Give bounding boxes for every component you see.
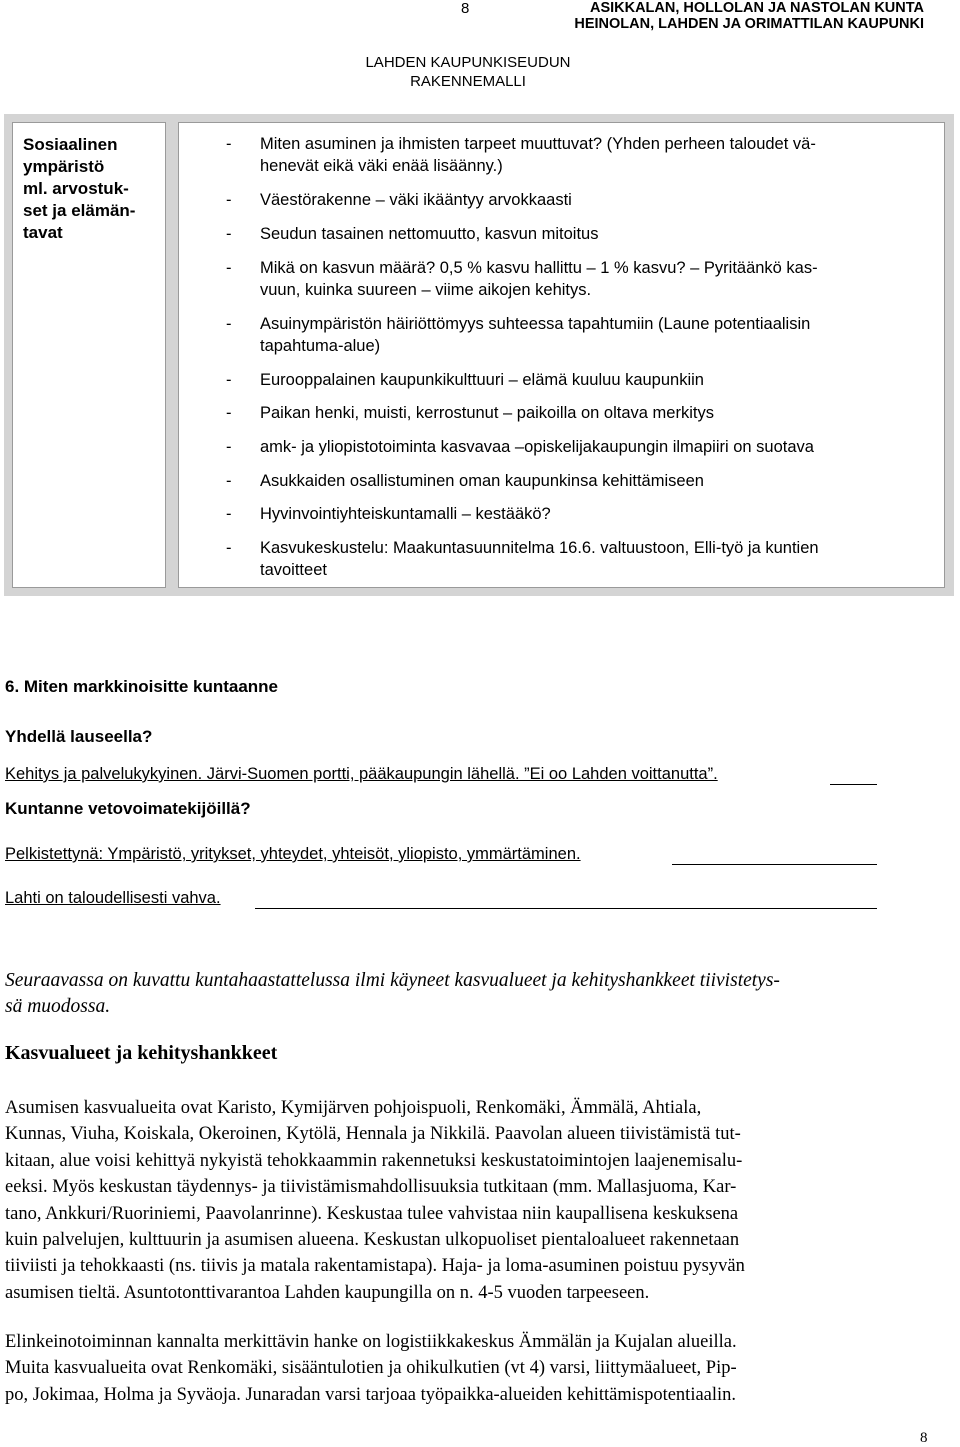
list-item (228, 189, 928, 211)
list-bullet: - (226, 539, 232, 557)
list-item (228, 402, 928, 424)
document-title-line2: RAKENNEMALLI (410, 73, 526, 90)
list-item (228, 223, 928, 245)
list-item-text: amk- ja yliopistotoiminta kasvavaa –opiskelijakaupungin ilmapiiri on suotava (260, 438, 814, 456)
list-bullet: - (226, 505, 232, 523)
topic-heading-line: Sosiaalinen (23, 135, 118, 154)
list-item-text: Miten asuminen ja ihmisten tarpeet muuttuvat? (Yhden perheen taloudet vä- henevät eikä väki enää lisäänny.) (260, 135, 816, 175)
document-title (348, 53, 588, 91)
list-bullet: - (226, 371, 232, 389)
topic-heading-line: ml. arvostuk- (23, 179, 129, 198)
header-municipalities (574, 0, 924, 32)
footer-page-number: 8 (920, 1430, 928, 1446)
answer-attractions: Pelkistettynä: Ympäristö, yritykset, yhteydet, yhteisöt, yliopisto, ymmärtäminen. (5, 845, 581, 863)
list-item-text: Kasvukeskustelu: Maakuntasuunnitelma 16.6. valtuustoon, Elli-työ ja kuntien tavoitteet (260, 539, 819, 579)
list-item (228, 537, 928, 581)
list-item-text: Mikä on kasvun määrä? 0,5 % kasvu hallittu – 1 % kasvu? – Pyritäänkö kas- vuun, kuinka suureen – viime aikojen kehitys. (260, 259, 818, 299)
list-bullet: - (226, 259, 232, 277)
list-bullet: - (226, 191, 232, 209)
list-item (228, 313, 928, 357)
answer-line-fill (672, 864, 877, 865)
list-bullet: - (226, 404, 232, 422)
answer-economy: Lahti on taloudellisesti vahva. (5, 889, 221, 907)
topic-heading-line: tavat (23, 223, 63, 242)
list-item-text: Asuinympäristön häiriöttömyys suhteessa tapahtumiin (Laune potentiaalisin tapahtuma-alue) (260, 315, 811, 355)
list-item (228, 436, 928, 458)
list-item-text: Väestörakenne – väki ikääntyy arvokkaasti (260, 191, 572, 209)
list-item-text: Paikan henki, muisti, kerrostunut – paikoilla on oltava merkitys (260, 404, 714, 422)
list-item (228, 503, 928, 525)
topic-heading-line: ympäristö (23, 157, 105, 176)
question-one-sentence: Yhdellä lauseella? (5, 727, 153, 746)
question-attractions: Kuntanne vetovoimatekijöillä? (5, 799, 251, 818)
paragraph-business: Elinkeinotoiminnan kannalta merkittävin hanke on logistiikkakeskus Ämmälän ja Kujalan alueilla. Muita kasvualueita ovat Renkomäki, sisääntulotien ja ohikulkutien (vt 4) varsi, liittymäalueet, Pip- po, Jokimaa, Holma ja Syväoja. Junaradan varsi tarjoaa työpaikka-alueiden kehittämispotentiaalin. (5, 1332, 737, 1405)
list-item-text: Seudun tasainen nettomuutto, kasvun mitoitus (260, 225, 599, 243)
section-heading: 6. Miten markkinoisitte kuntaanne (5, 677, 279, 696)
list-item-text: Eurooppalainen kaupunkikulttuuri – elämä kuuluu kaupunkiin (260, 371, 704, 389)
list-item (228, 470, 928, 492)
list-bullet: - (226, 135, 232, 153)
answer-one-sentence: Kehitys ja palvelukykyinen. Järvi-Suomen portti, pääkaupungin lähellä. ”Ei oo Lahden voittanutta”. (5, 765, 718, 783)
list-item-text: Asukkaiden osallistuminen oman kaupunkinsa kehittämiseen (260, 472, 704, 490)
intro-text: Seuraavassa on kuvattu kuntahaastattelussa ilmi käyneet kasvualueet ja kehityshankkeet tiivistetys- sä muodossa. (5, 970, 780, 1017)
growth-heading: Kasvualueet ja kehityshankkeet (5, 1042, 278, 1064)
list-bullet: - (226, 438, 232, 456)
answer-line-fill (830, 784, 877, 785)
header-municipalities-line1: ASIKKALAN, HOLLOLAN JA NASTOLAN KUNTA (589, 0, 924, 16)
list-bullet: - (226, 315, 232, 333)
list-item (228, 257, 928, 301)
document-title-line1: LAHDEN KAUPUNKISEUDUN (365, 54, 571, 71)
header-municipalities-line2: HEINOLAN, LAHDEN JA ORIMATTILAN KAUPUNKI (574, 16, 924, 32)
page-number: 8 (461, 0, 470, 17)
answer-line-fill (255, 908, 877, 909)
list-bullet: - (226, 225, 232, 243)
list-item-text: Hyvinvointiyhteiskuntamalli – kestääkö? (260, 505, 551, 523)
topic-heading (23, 134, 163, 244)
list-item (228, 369, 928, 391)
topic-heading-line: set ja elämän- (23, 201, 136, 220)
paragraph-housing: Asumisen kasvualueita ovat Karisto, Kymijärven pohjoispuoli, Renkomäki, Ämmälä, Ahtiala, Kunnas, Viuha, Koiskala, Okeroinen, Kytölä, Hennala ja Nikkilä. Paavolan alueen tiivistämistä tut- kitaan, alue voisi kehittyä nykyistä tehokkaammin rakennetuksi keskustatoimintojen laajenemisalu- eeksi. Myös keskustan täydennys- ja tiivistämismahdollisuuksia tutkitaan (mm. Mallasjuoma, Kar- tano, Ankkuri/Ruoriniemi, Paavolanrinne). Keskustaa tulee vahvistaa niin kaupallisena keskuksena kuin palvelujen, kulttuurin ja asumisen alueena. Keskustan ulkopuoliset pientaloalueet rakennetaan tiiviisti ja tehokkaasti (ns. tiivis ja matala rakentamistapa). Haja- ja loma-asuminen poistuu pysyvän asumisen tieltä. Asuntotonttivarantoa Lahden kaupungilla on n. 4-5 vuoden tarpeeseen. (5, 1098, 745, 1303)
list-item (228, 133, 928, 177)
list-bullet: - (226, 472, 232, 490)
